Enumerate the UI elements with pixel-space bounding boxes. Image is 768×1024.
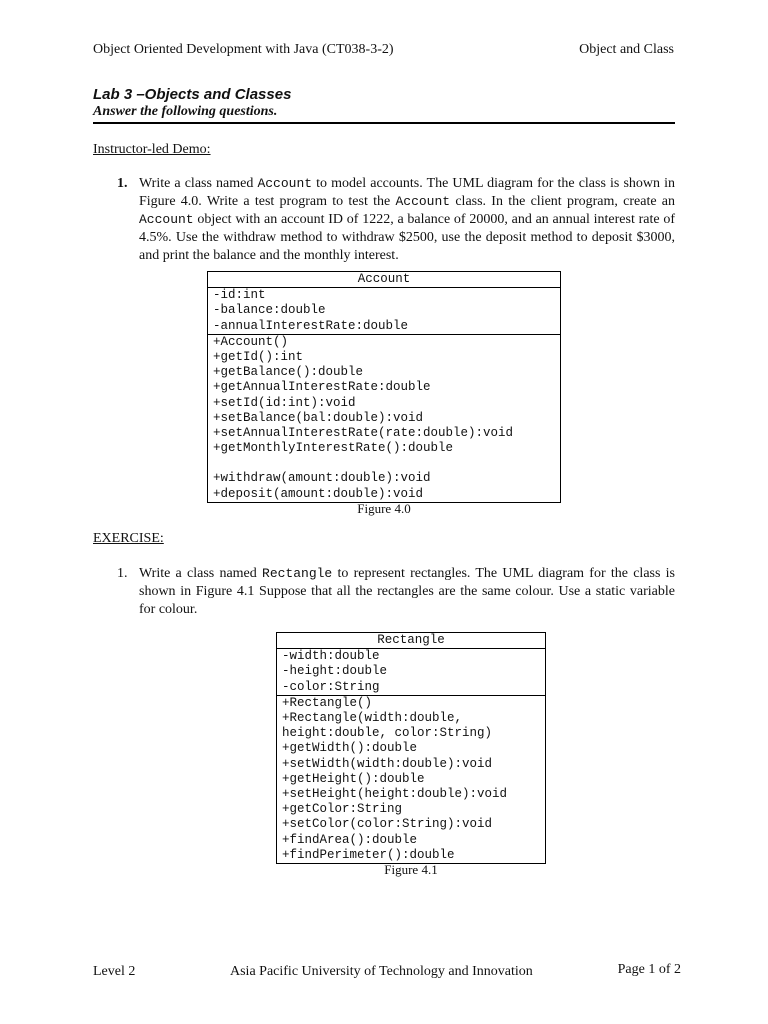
figure-caption: Figure 4.1 bbox=[384, 862, 438, 877]
title-rule bbox=[93, 122, 675, 124]
uml-method: +setAnnualInterestRate(rate:double):void bbox=[213, 426, 514, 441]
uml-method: +getAnnualInterestRate:double bbox=[213, 380, 431, 395]
footer-page-number: Page 1 of 2 bbox=[617, 962, 681, 977]
uml-method: +getMonthlyInterestRate():double bbox=[213, 441, 454, 456]
uml-method: +setId(id:int):void bbox=[213, 395, 356, 410]
demo-question-number: 1. bbox=[117, 176, 128, 191]
uml-methods bbox=[208, 335, 560, 502]
uml-class-name: Rectangle bbox=[277, 633, 545, 649]
uml-class-name: Account bbox=[208, 272, 560, 288]
uml-field: -height:double bbox=[282, 664, 388, 679]
uml-method: +findPerimeter():double bbox=[282, 847, 455, 862]
header-course-title: Object Oriented Development with Java (CT038-3-2) bbox=[93, 42, 394, 57]
exercise-heading: EXERCISE: bbox=[93, 531, 164, 546]
figure-caption: Figure 4.0 bbox=[357, 501, 411, 516]
header-topic: Object and Class bbox=[579, 42, 674, 57]
uml-spacer bbox=[213, 456, 560, 471]
lab-instructions: Answer the following questions. bbox=[93, 104, 278, 119]
uml-fields bbox=[277, 649, 545, 696]
uml-method: +setHeight(height:double):void bbox=[282, 787, 508, 802]
demo-heading: Instructor-led Demo: bbox=[93, 142, 211, 157]
uml-method: +getHeight():double bbox=[282, 771, 425, 786]
exercise-question-number: 1. bbox=[117, 566, 128, 581]
uml-method: +getId():int bbox=[213, 350, 304, 365]
exercise-question-text: Write a class named Rectangle to represent rectangles. The UML diagram for the class is shown in Figure 4.1 Suppose that all the rectangles are the same colour. Use a static variable for colour. bbox=[139, 566, 676, 617]
footer-university: Asia Pacific University of Technology and Innovation bbox=[230, 964, 533, 979]
lab-title: Lab 3 –Objects and Classes bbox=[93, 86, 292, 103]
uml-method: +getBalance():double bbox=[213, 365, 364, 380]
rectangle-uml-diagram bbox=[276, 632, 546, 864]
uml-method: height:double, color:String) bbox=[282, 726, 493, 741]
uml-fields bbox=[208, 288, 560, 335]
uml-field: -id:int bbox=[213, 288, 266, 303]
uml-field: -width:double bbox=[282, 649, 380, 664]
uml-method: +setColor(color:String):void bbox=[282, 817, 493, 832]
uml-method: +findArea():double bbox=[282, 832, 418, 847]
demo-question-text: Write a class named Account to model accounts. The UML diagram for the class is shown in Figure 4.0. Write a test program to test the Account class. In the client program, create an Account object with an account ID of 1222, a balance of 20000, and an annual interest rate of 4.5%. Use the withdraw method to withdraw $2500, use the deposit method to deposit $3000, and print the balance and the monthly interest. bbox=[139, 176, 676, 263]
uml-method: +Account() bbox=[213, 334, 289, 349]
uml-method: +getColor:String bbox=[282, 802, 403, 817]
uml-methods bbox=[277, 696, 545, 863]
uml-method: +getWidth():double bbox=[282, 741, 418, 756]
uml-method: +Rectangle() bbox=[282, 695, 373, 710]
uml-field: -annualInterestRate:double bbox=[213, 318, 409, 333]
uml-method: +Rectangle(width:double, bbox=[282, 711, 463, 726]
uml-method: +setBalance(bal:double):void bbox=[213, 410, 424, 425]
account-uml-diagram bbox=[207, 271, 561, 503]
uml-method: +deposit(amount:double):void bbox=[213, 486, 424, 501]
uml-method: +withdraw(amount:double):void bbox=[213, 471, 431, 486]
uml-field: -color:String bbox=[282, 679, 380, 694]
uml-field: -balance:double bbox=[213, 303, 326, 318]
uml-method: +setWidth(width:double):void bbox=[282, 756, 493, 771]
footer-level: Level 2 bbox=[93, 964, 136, 979]
